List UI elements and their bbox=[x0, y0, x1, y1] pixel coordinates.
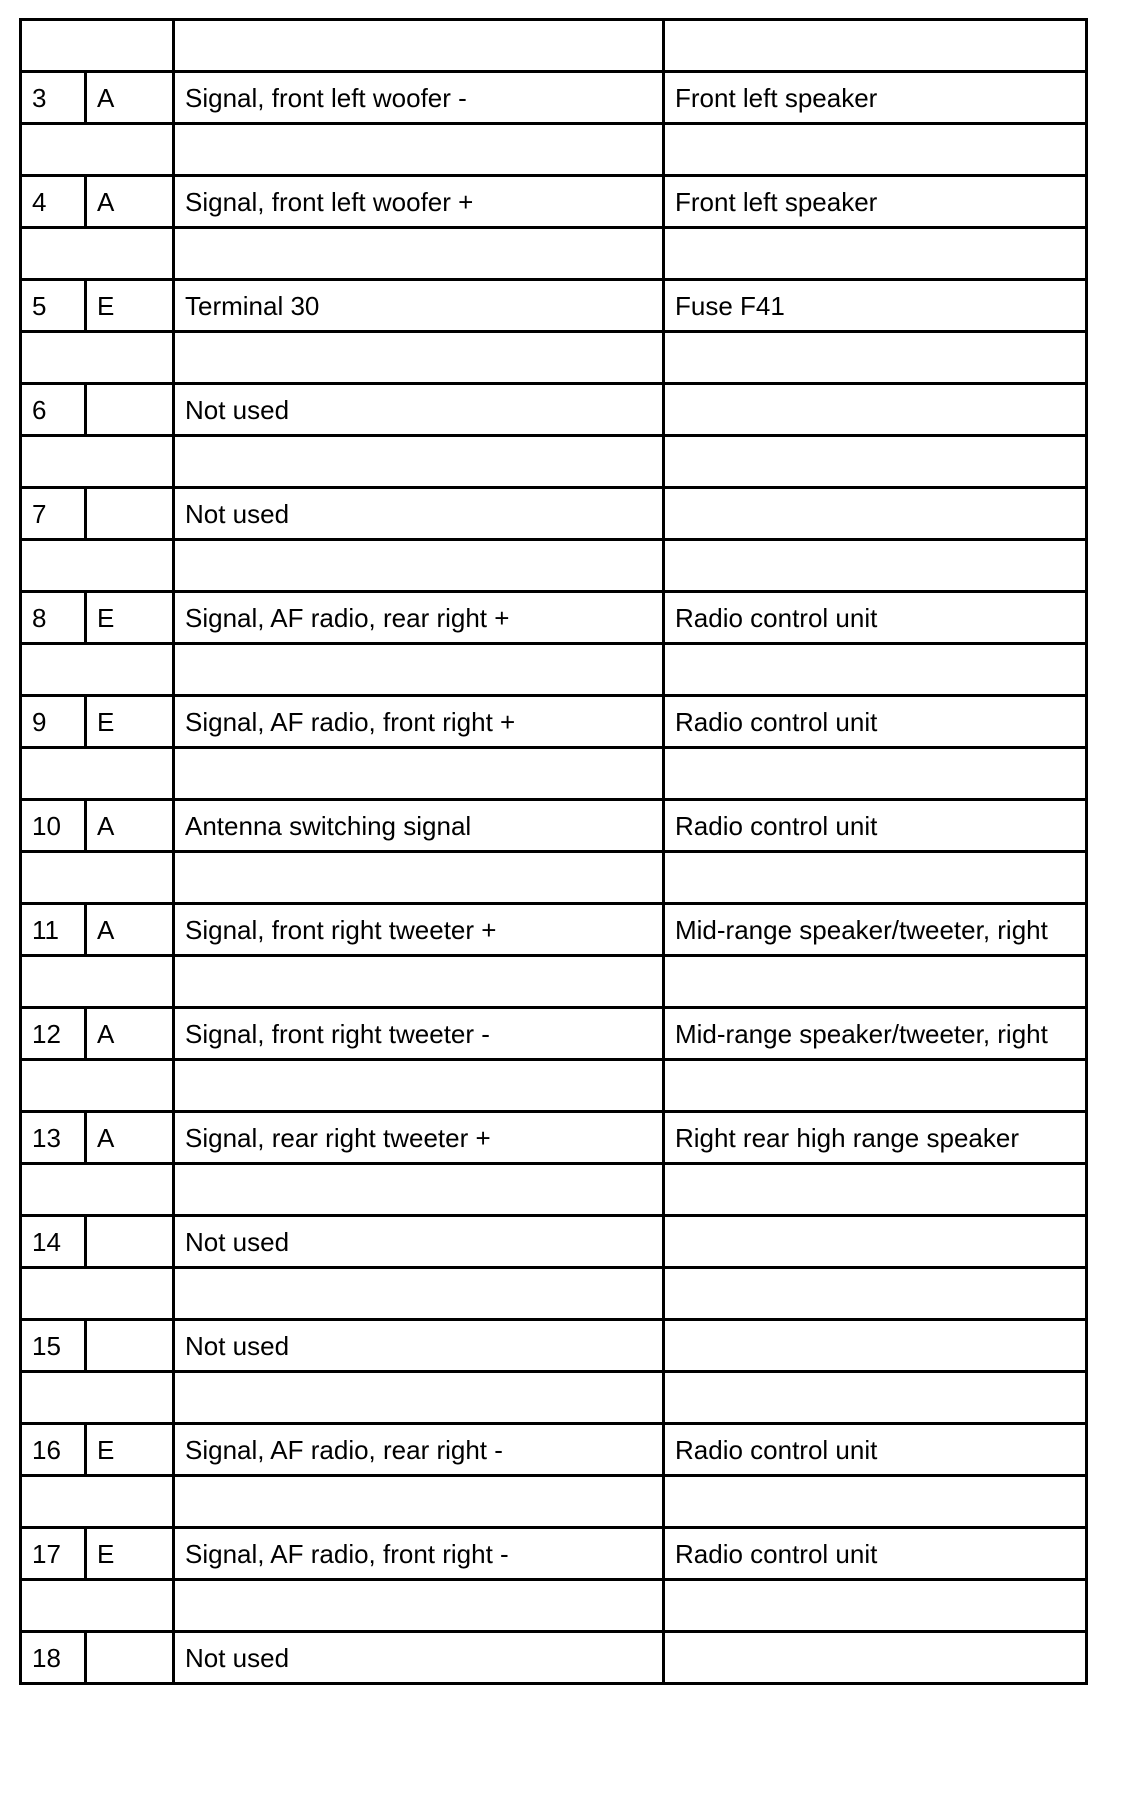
description-cell: Signal, front left woofer + bbox=[174, 176, 664, 228]
spacer-row bbox=[21, 1372, 1087, 1424]
pin-table-body bbox=[21, 20, 1087, 1684]
description-cell: Signal, AF radio, front right - bbox=[174, 1528, 664, 1580]
table-row bbox=[21, 1528, 1087, 1580]
table-row bbox=[21, 696, 1087, 748]
description-cell: Not used bbox=[174, 488, 664, 540]
type-cell: E bbox=[86, 592, 174, 644]
spacer-row bbox=[21, 748, 1087, 800]
description-cell: Signal, AF radio, rear right + bbox=[174, 592, 664, 644]
spacer-cell bbox=[664, 1476, 1087, 1528]
pin-assignment-table bbox=[19, 18, 1088, 1685]
spacer-cell bbox=[21, 1164, 174, 1216]
connection-cell: Radio control unit bbox=[664, 592, 1087, 644]
description-cell: Signal, AF radio, front right + bbox=[174, 696, 664, 748]
spacer-cell bbox=[174, 1164, 664, 1216]
spacer-row bbox=[21, 1164, 1087, 1216]
connection-cell: Radio control unit bbox=[664, 800, 1087, 852]
table-row bbox=[21, 592, 1087, 644]
spacer-cell bbox=[21, 852, 174, 904]
spacer-cell bbox=[174, 644, 664, 696]
table-row bbox=[21, 1424, 1087, 1476]
spacer-cell bbox=[21, 124, 174, 176]
spacer-cell bbox=[21, 1580, 174, 1632]
spacer-cell bbox=[21, 1372, 174, 1424]
description-cell: Not used bbox=[174, 1320, 664, 1372]
spacer-cell bbox=[174, 1476, 664, 1528]
table-row bbox=[21, 1320, 1087, 1372]
connection-cell: Front left speaker bbox=[664, 176, 1087, 228]
pin-cell: 12 bbox=[21, 1008, 86, 1060]
spacer-cell bbox=[21, 644, 174, 696]
pin-cell: 4 bbox=[21, 176, 86, 228]
pin-cell: 6 bbox=[21, 384, 86, 436]
pin-cell: 15 bbox=[21, 1320, 86, 1372]
table-row bbox=[21, 384, 1087, 436]
description-cell: Signal, front left woofer - bbox=[174, 72, 664, 124]
spacer-cell bbox=[174, 228, 664, 280]
spacer-cell bbox=[664, 124, 1087, 176]
description-cell: Signal, front right tweeter + bbox=[174, 904, 664, 956]
pin-cell: 14 bbox=[21, 1216, 86, 1268]
table-row bbox=[21, 72, 1087, 124]
table-row bbox=[21, 1216, 1087, 1268]
connection-cell: Front left speaker bbox=[664, 72, 1087, 124]
spacer-cell bbox=[664, 1580, 1087, 1632]
spacer-cell bbox=[174, 956, 664, 1008]
spacer-cell bbox=[664, 1060, 1087, 1112]
table-row bbox=[21, 1112, 1087, 1164]
table-row bbox=[21, 280, 1087, 332]
spacer-cell bbox=[174, 748, 664, 800]
description-cell: Signal, front right tweeter - bbox=[174, 1008, 664, 1060]
spacer-row bbox=[21, 1476, 1087, 1528]
connection-cell: Mid-range speaker/tweeter, right bbox=[664, 904, 1087, 956]
description-cell: Not used bbox=[174, 1216, 664, 1268]
type-cell bbox=[86, 488, 174, 540]
table-row bbox=[21, 1632, 1087, 1684]
spacer-row bbox=[21, 436, 1087, 488]
connection-cell: Right rear high range speaker bbox=[664, 1112, 1087, 1164]
spacer-cell bbox=[21, 436, 174, 488]
type-cell: A bbox=[86, 1008, 174, 1060]
pin-cell: 10 bbox=[21, 800, 86, 852]
spacer-cell bbox=[21, 20, 174, 72]
spacer-cell bbox=[174, 332, 664, 384]
type-cell: E bbox=[86, 1528, 174, 1580]
spacer-cell bbox=[664, 852, 1087, 904]
type-cell bbox=[86, 1216, 174, 1268]
type-cell: A bbox=[86, 800, 174, 852]
connection-cell: Fuse F41 bbox=[664, 280, 1087, 332]
spacer-cell bbox=[664, 748, 1087, 800]
spacer-cell bbox=[664, 1164, 1087, 1216]
spacer-cell bbox=[174, 540, 664, 592]
spacer-cell bbox=[664, 1372, 1087, 1424]
spacer-row bbox=[21, 540, 1087, 592]
type-cell: E bbox=[86, 1424, 174, 1476]
spacer-cell bbox=[174, 1372, 664, 1424]
spacer-cell bbox=[664, 644, 1087, 696]
type-cell: E bbox=[86, 696, 174, 748]
description-cell: Signal, AF radio, rear right - bbox=[174, 1424, 664, 1476]
spacer-cell bbox=[174, 436, 664, 488]
type-cell: A bbox=[86, 176, 174, 228]
type-cell: E bbox=[86, 280, 174, 332]
spacer-row bbox=[21, 644, 1087, 696]
connection-cell bbox=[664, 1320, 1087, 1372]
pin-cell: 3 bbox=[21, 72, 86, 124]
spacer-row bbox=[21, 852, 1087, 904]
description-cell: Signal, rear right tweeter + bbox=[174, 1112, 664, 1164]
spacer-cell bbox=[174, 20, 664, 72]
table-row bbox=[21, 176, 1087, 228]
spacer-row bbox=[21, 124, 1087, 176]
connection-cell: Radio control unit bbox=[664, 1424, 1087, 1476]
description-cell: Terminal 30 bbox=[174, 280, 664, 332]
connection-cell: Mid-range speaker/tweeter, right bbox=[664, 1008, 1087, 1060]
spacer-row bbox=[21, 1580, 1087, 1632]
table-row bbox=[21, 488, 1087, 540]
pin-cell: 5 bbox=[21, 280, 86, 332]
description-cell: Not used bbox=[174, 1632, 664, 1684]
spacer-cell bbox=[174, 1268, 664, 1320]
type-cell bbox=[86, 1320, 174, 1372]
table-row bbox=[21, 800, 1087, 852]
spacer-cell bbox=[21, 1060, 174, 1112]
pin-cell: 18 bbox=[21, 1632, 86, 1684]
pin-cell: 7 bbox=[21, 488, 86, 540]
spacer-cell bbox=[21, 332, 174, 384]
description-cell: Antenna switching signal bbox=[174, 800, 664, 852]
spacer-row bbox=[21, 20, 1087, 72]
type-cell bbox=[86, 384, 174, 436]
connection-cell bbox=[664, 1216, 1087, 1268]
pin-cell: 17 bbox=[21, 1528, 86, 1580]
spacer-row bbox=[21, 1268, 1087, 1320]
connection-cell: Radio control unit bbox=[664, 1528, 1087, 1580]
spacer-cell bbox=[664, 1268, 1087, 1320]
pin-cell: 8 bbox=[21, 592, 86, 644]
spacer-row bbox=[21, 332, 1087, 384]
spacer-cell bbox=[21, 956, 174, 1008]
spacer-cell bbox=[664, 332, 1087, 384]
spacer-row bbox=[21, 956, 1087, 1008]
table-row bbox=[21, 1008, 1087, 1060]
pin-cell: 11 bbox=[21, 904, 86, 956]
type-cell: A bbox=[86, 904, 174, 956]
spacer-cell bbox=[174, 1580, 664, 1632]
type-cell: A bbox=[86, 1112, 174, 1164]
pin-cell: 9 bbox=[21, 696, 86, 748]
spacer-cell bbox=[174, 1060, 664, 1112]
spacer-cell bbox=[664, 20, 1087, 72]
spacer-row bbox=[21, 228, 1087, 280]
spacer-cell bbox=[664, 228, 1087, 280]
connection-cell bbox=[664, 384, 1087, 436]
spacer-cell bbox=[664, 540, 1087, 592]
type-cell bbox=[86, 1632, 174, 1684]
connection-cell bbox=[664, 1632, 1087, 1684]
type-cell: A bbox=[86, 72, 174, 124]
spacer-cell bbox=[21, 1476, 174, 1528]
table-row bbox=[21, 904, 1087, 956]
connection-cell: Radio control unit bbox=[664, 696, 1087, 748]
connection-cell bbox=[664, 488, 1087, 540]
pin-cell: 13 bbox=[21, 1112, 86, 1164]
spacer-row bbox=[21, 1060, 1087, 1112]
spacer-cell bbox=[21, 748, 174, 800]
spacer-cell bbox=[174, 852, 664, 904]
spacer-cell bbox=[664, 436, 1087, 488]
spacer-cell bbox=[174, 124, 664, 176]
spacer-cell bbox=[664, 956, 1087, 1008]
spacer-cell bbox=[21, 1268, 174, 1320]
spacer-cell bbox=[21, 540, 174, 592]
pin-cell: 16 bbox=[21, 1424, 86, 1476]
spacer-cell bbox=[21, 228, 174, 280]
description-cell: Not used bbox=[174, 384, 664, 436]
